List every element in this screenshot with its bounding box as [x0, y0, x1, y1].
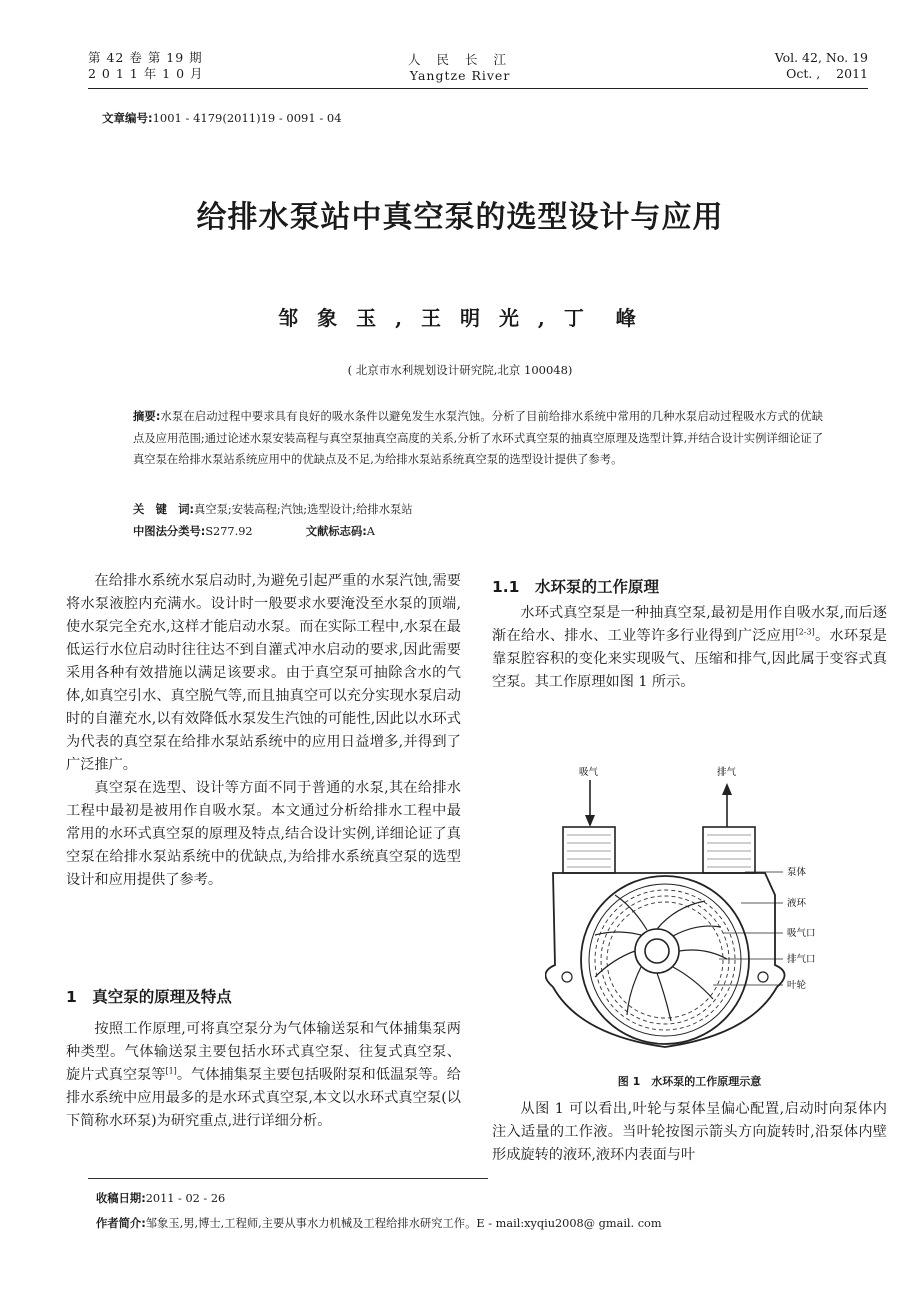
issue-date: 2 0 1 1 年 1 0 月: [88, 66, 204, 81]
volume-issue-en: Vol. 42, No. 19: [774, 50, 868, 65]
article-number: [102, 110, 342, 126]
paper-title: 给排水泵站中真空泵的选型设计与应用: [196, 200, 724, 235]
paragraph: 在给排水系统水泵启动时,为避免引起严重的水泵汽蚀,需要将水泵液腔内充满水。设计时一般要求水要淹没至水泵的顶端,使水泵完全充水,这样才能启动水泵。而在实际工程中,水泵在最低运行水位启动时往往达不到自灌式冲水启动的要求,因此需要采用各种有效措施以满足该要求。由于真空泵可抽除含水的气体,如真空引水、真空脱气等,而且抽真空可以充分实现水泵启动时的自灌充水,以有效降低水泵发生汽蚀的可能性,因此以水环式为代表的真空泵在给排水泵站系统中的应用日益增多,并得到了广泛推广。: [66, 573, 461, 773]
classification: [133, 523, 823, 539]
paragraph-text: 。水环泵是靠泵腔容积的变化来实现吸气、压缩和排气,因此属于变容式真空泵。其工作原理如图 1 所示。: [492, 628, 887, 690]
journal-name-en: Yangtze River: [409, 68, 511, 83]
received-label: 收稿日期:: [96, 1192, 146, 1205]
keywords-text: 真空泵;安装高程;汽蚀;选型设计;给排水泵站: [194, 503, 413, 516]
clc-value: S277.92: [205, 525, 253, 538]
article-number-value: 1001 - 4179(2011)19 - 0091 - 04: [152, 111, 342, 125]
intro-text: [66, 570, 461, 892]
journal-issue: [88, 50, 288, 82]
paragraph-text: 。气体捕集泵主要包括吸附泵和低温泵等。给排水系统中应用最多的是水环式真空泵,本文以水环式真空泵(以下简称水环泵)为研究重点,进行详细分析。: [66, 1067, 461, 1129]
abstract-text: 水泵在启动过程中要求具有良好的吸水条件以避免发生水泵汽蚀。分析了目前给排水系统中常用的几种水泵启动过程吸水方式的优缺点及应用范围;通过论述水泵安装高程与真空泵抽真空高度的关系,分析了水环式真空泵的抽真空原理及选型计算,并结合设计实例详细论证了真空泵在给排水泵站系统应用中的优缺点及不足,为给排水泵站系统真空泵的选型设计提供了参考。: [133, 410, 823, 466]
issue-date-en: Oct. , 2011: [786, 66, 868, 81]
section-1-text: [66, 1018, 461, 1133]
subsection-text: [492, 602, 887, 694]
journal-name-cn: 人 民 长 江: [408, 52, 512, 67]
label-intake: 吸气: [579, 767, 599, 778]
label-discharge-port: 排气口: [787, 954, 816, 965]
paragraph: [492, 602, 887, 694]
keywords-label: 关 键 词:: [133, 503, 195, 516]
exhaust-arrow-icon: [722, 783, 732, 795]
keywords: [133, 501, 823, 517]
received-date: [96, 1190, 225, 1206]
label-suction-port: 吸气口: [787, 928, 816, 939]
header-rule: [88, 88, 868, 89]
author-bio-label: 作者简介:: [96, 1217, 146, 1230]
citation: [2-3]: [795, 627, 815, 637]
doc-code-value: A: [366, 525, 375, 538]
journal-issue-en: [690, 50, 868, 82]
received-value: 2011 - 02 - 26: [145, 1192, 226, 1205]
clc-label: 中图法分类号:: [133, 525, 206, 538]
doc-code-label: 文献标志码:: [305, 525, 367, 538]
paragraph: [66, 1018, 461, 1133]
section-heading: 1 真空泵的原理及特点: [66, 988, 232, 1006]
label-casing: 泵体: [787, 867, 807, 878]
author-bio-text: 邹象玉,男,博士,工程师,主要从事水力机械及工程给排水研究工作。E - mail:xyqiu2008@ gmail. com: [145, 1217, 662, 1230]
paragraph: 真空泵在选型、设计等方面不同于普通的水泵,其在给排水工程中最初是被用作自吸水泵。本文通过分析给排水工程中最常用的水环式真空泵的原理及特点,结合设计实例,详细论证了真空泵在给排水泵站系统中的优缺点,为给排水系统真空泵的选型设计和应用提供了参考。: [66, 780, 461, 888]
paragraph: 从图 1 可以看出,叶轮与泵体呈偏心配置,启动时向泵体内注入适量的工作液。当叶轮按图示箭头方向旋转时,沿泵体内壁形成旋转的液环,液环内表面与叶: [492, 1101, 887, 1163]
author-bio: [96, 1215, 662, 1231]
journal-name: [380, 52, 540, 84]
label-exhaust: 排气: [717, 767, 737, 778]
abstract-label: 摘要:: [133, 410, 161, 423]
abstract: [133, 406, 823, 471]
label-impeller: 叶轮: [787, 980, 807, 991]
label-liquid-ring: 液环: [787, 898, 807, 909]
pump-diagram: [545, 755, 845, 1065]
article-number-label: 文章编号:: [102, 111, 153, 125]
figure-caption: 图 1 水环泵的工作原理示意: [617, 1075, 762, 1088]
intake-arrow-icon: [585, 815, 595, 827]
subsection-heading: 1.1 水环泵的工作原理: [492, 578, 659, 596]
affiliation: ( 北京市水利规划设计研究院,北京 100048): [347, 363, 573, 377]
citation: [1]: [165, 1066, 177, 1076]
paragraph-text: 水环式真空泵是一种抽真空泵,最初是用作自吸水泵,而后逐渐在给水、排水、工业等许多行业得到广泛应用: [492, 605, 887, 644]
volume-issue: 第 42 卷 第 19 期: [88, 50, 203, 65]
footnote-rule: [88, 1178, 488, 1179]
authors: 邹 象 玉 , 王 明 光 , 丁 峰: [278, 306, 642, 330]
subsection-text-continued: [492, 1098, 887, 1167]
paragraph-text: 按照工作原理,可将真空泵分为气体输送泵和气体捕集泵两种类型。气体输送泵主要包括水环式真空泵、往复式真空泵、旋片式真空泵等: [66, 1021, 461, 1083]
impeller: [595, 895, 727, 1021]
